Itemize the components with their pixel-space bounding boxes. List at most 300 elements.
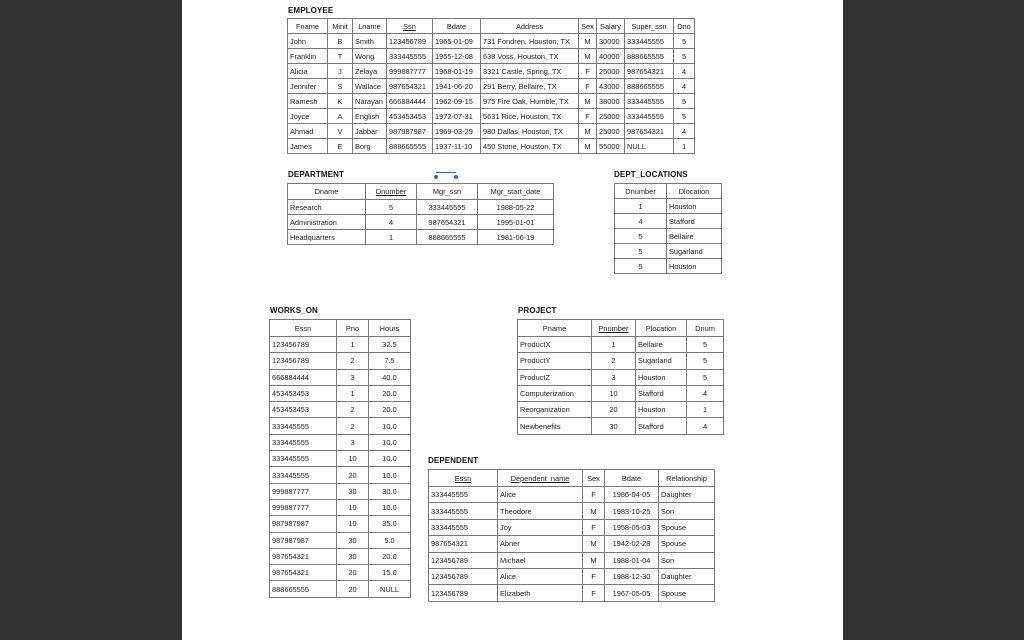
- table-cell: 1981-06-19: [478, 230, 554, 245]
- column-header: [498, 470, 583, 487]
- table-row: [429, 552, 715, 568]
- table-row: [429, 536, 715, 552]
- table-cell: 1: [687, 402, 724, 418]
- table-cell: 20.0: [369, 385, 411, 401]
- table-cell: 10: [337, 516, 369, 532]
- column-header-label: Relationship: [666, 473, 707, 483]
- table-cell: 3: [592, 369, 636, 385]
- column-header: [366, 184, 417, 200]
- table-cell: 43000: [597, 79, 625, 94]
- table-cell: 987654321: [625, 124, 674, 139]
- table-cell: 333445555: [417, 200, 478, 215]
- table-row: [270, 532, 411, 548]
- table-cell: 123456789: [270, 353, 337, 369]
- table-cell: Stafford: [636, 385, 687, 401]
- table-row: [270, 467, 411, 483]
- table-cell: 10.0: [369, 434, 411, 450]
- dependent-title: DEPENDENT: [428, 456, 479, 465]
- column-header-label: Lname: [358, 21, 381, 31]
- works-on-title: WORKS_ON: [270, 306, 318, 315]
- table-cell: 987987987: [270, 532, 337, 548]
- table-cell: Bellaire: [667, 229, 722, 244]
- table-cell: 30.0: [369, 483, 411, 499]
- table-cell: 333445555: [429, 503, 498, 519]
- table-cell: Stafford: [667, 214, 722, 229]
- table-cell: 3: [337, 369, 369, 385]
- header-row: [288, 19, 695, 34]
- column-header: [583, 470, 605, 487]
- table-cell: 30: [337, 483, 369, 499]
- table-cell: 32.5: [369, 337, 411, 353]
- table-cell: Elizabeth: [498, 585, 583, 601]
- table-cell: 333445555: [270, 451, 337, 467]
- table-cell: 5: [674, 34, 695, 49]
- table-row: [429, 568, 715, 584]
- table-cell: Research: [288, 200, 366, 215]
- table-cell: 3321 Castle, Spring, TX: [481, 64, 579, 79]
- table-cell: 123456789: [387, 34, 433, 49]
- table-row: [288, 230, 554, 245]
- table-cell: 975 Fire Oak, Humble, TX: [481, 94, 579, 109]
- table-cell: 10.0: [369, 467, 411, 483]
- column-header-label: Pname: [542, 323, 567, 333]
- table-cell: 987654321: [417, 215, 478, 230]
- dependent-table: [428, 469, 715, 602]
- table-row: [288, 215, 554, 230]
- table-cell: 1983-10-25: [605, 503, 659, 519]
- column-header: [659, 470, 715, 487]
- table-cell: M: [583, 552, 605, 568]
- column-header-label: Sex: [587, 473, 600, 483]
- table-cell: 731 Fondren, Houston, TX: [481, 34, 579, 49]
- table-cell: 453453453: [270, 402, 337, 418]
- table-cell: F: [583, 487, 605, 503]
- table-cell: 7.5: [369, 353, 411, 369]
- table-cell: 4: [674, 64, 695, 79]
- table-cell: 1: [337, 385, 369, 401]
- table-row: [518, 385, 724, 401]
- table-cell: 333445555: [625, 109, 674, 124]
- table-cell: 20: [592, 402, 636, 418]
- table-cell: 1988-12-30: [605, 568, 659, 584]
- column-header-label: Plocation: [645, 323, 677, 333]
- column-header-label: Dlocation: [678, 186, 710, 196]
- table-cell: Ahmad: [288, 124, 328, 139]
- column-header-label: Mgr_ssn: [432, 187, 462, 196]
- table-cell: ProductX: [518, 337, 592, 353]
- table-cell: 4: [687, 385, 724, 401]
- table-row: [270, 418, 411, 434]
- table-cell: 1958-05-03: [605, 519, 659, 535]
- table-cell: 5: [687, 369, 724, 385]
- table-cell: J: [328, 64, 353, 79]
- table-cell: Borg: [353, 139, 387, 154]
- table-cell: F: [583, 568, 605, 584]
- header-row: [518, 320, 724, 337]
- table-row: [270, 499, 411, 515]
- table-cell: 1: [615, 199, 667, 214]
- table-cell: 20.0: [369, 402, 411, 418]
- table-cell: M: [579, 139, 597, 154]
- table-cell: 2: [337, 418, 369, 434]
- table-cell: Abner: [498, 536, 583, 552]
- table-cell: Jennifer: [288, 79, 328, 94]
- table-cell: 10: [592, 385, 636, 401]
- table-cell: 4: [366, 215, 417, 230]
- table-cell: K: [328, 94, 353, 109]
- table-cell: 1969-03-29: [433, 124, 481, 139]
- dept-locations-title: DEPT_LOCATIONS: [614, 170, 688, 179]
- table-cell: Bellaire: [636, 337, 687, 353]
- table-cell: 123456789: [429, 568, 498, 584]
- table-cell: NULL: [369, 581, 411, 597]
- table-cell: 30: [592, 418, 636, 434]
- column-header: [597, 19, 625, 34]
- table-cell: English: [353, 109, 387, 124]
- table-cell: 40000: [597, 49, 625, 64]
- table-cell: Michael: [498, 552, 583, 568]
- column-header-label: Address: [515, 21, 544, 31]
- table-cell: 2: [337, 353, 369, 369]
- column-header-label: Ssn: [403, 21, 416, 31]
- column-header: [592, 320, 636, 337]
- table-cell: John: [288, 34, 328, 49]
- table-row: [429, 503, 715, 519]
- table-cell: 20.0: [369, 548, 411, 564]
- table-cell: 4: [615, 214, 667, 229]
- table-cell: 333445555: [270, 467, 337, 483]
- table-cell: 5: [366, 200, 417, 215]
- table-cell: Wong: [353, 49, 387, 64]
- table-cell: 333445555: [429, 487, 498, 503]
- column-header: [687, 320, 724, 337]
- column-header: [387, 19, 433, 34]
- table-cell: 888665555: [387, 139, 433, 154]
- table-cell: 1: [366, 230, 417, 245]
- employee-table: [287, 18, 695, 154]
- table-row: [270, 516, 411, 532]
- table-row: [288, 64, 695, 79]
- table-cell: Alice: [498, 568, 583, 584]
- table-cell: 5: [687, 353, 724, 369]
- table-cell: 1: [592, 337, 636, 353]
- table-cell: 999887777: [270, 483, 337, 499]
- table-cell: 38000: [597, 94, 625, 109]
- table-cell: 1965-01-09: [433, 34, 481, 49]
- header-row: [429, 470, 715, 487]
- table-row: [270, 353, 411, 369]
- table-cell: Franklin: [288, 49, 328, 64]
- table-cell: 5631 Rice, Houston, TX: [481, 109, 579, 124]
- table-cell: 333445555: [429, 519, 498, 535]
- table-cell: 2: [337, 402, 369, 418]
- table-cell: Houston: [667, 259, 722, 274]
- table-cell: Spouse: [659, 585, 715, 601]
- table-cell: 10.0: [369, 418, 411, 434]
- table-cell: 999887777: [387, 64, 433, 79]
- table-cell: 5: [674, 94, 695, 109]
- column-header: [636, 320, 687, 337]
- table-cell: 987654321: [387, 79, 433, 94]
- column-header: [270, 320, 337, 337]
- table-cell: 5: [687, 337, 724, 353]
- column-header-label: Dependent_name: [510, 473, 570, 483]
- table-cell: Headquarters: [288, 230, 366, 245]
- table-cell: E: [328, 139, 353, 154]
- table-cell: James: [288, 139, 328, 154]
- table-cell: 333445555: [625, 94, 674, 109]
- column-header: [481, 19, 579, 34]
- table-cell: 291 Berry, Bellaire, TX: [481, 79, 579, 94]
- table-cell: 453453453: [270, 385, 337, 401]
- table-row: [429, 487, 715, 503]
- table-cell: V: [328, 124, 353, 139]
- table-cell: Alicia: [288, 64, 328, 79]
- table-cell: 10: [337, 499, 369, 515]
- table-cell: 5: [615, 259, 667, 274]
- table-cell: Alice: [498, 487, 583, 503]
- table-cell: 450 Stone, Houston, TX: [481, 139, 579, 154]
- table-row: [270, 369, 411, 385]
- table-cell: 333445555: [387, 49, 433, 64]
- column-header-label: Dnumber: [375, 187, 407, 196]
- table-row: [518, 402, 724, 418]
- table-cell: 35.0: [369, 516, 411, 532]
- column-header: [605, 470, 659, 487]
- table-cell: 987654321: [429, 536, 498, 552]
- table-row: [288, 34, 695, 49]
- table-cell: 123456789: [429, 585, 498, 601]
- table-row: [288, 79, 695, 94]
- table-cell: 5: [674, 109, 695, 124]
- employee-title: EMPLOYEE: [288, 6, 334, 15]
- table-cell: 666884444: [387, 94, 433, 109]
- table-cell: 888665555: [625, 79, 674, 94]
- table-cell: Theodore: [498, 503, 583, 519]
- table-cell: 30000: [597, 34, 625, 49]
- document-page: [182, 0, 843, 640]
- table-cell: 1937-11-10: [433, 139, 481, 154]
- table-cell: F: [579, 109, 597, 124]
- table-cell: NULL: [625, 139, 674, 154]
- column-header: [518, 320, 592, 337]
- table-cell: 1962-09-15: [433, 94, 481, 109]
- selection-handle-right[interactable]: [454, 175, 458, 179]
- column-header: [328, 19, 353, 34]
- table-cell: 1955-12-08: [433, 49, 481, 64]
- column-header-label: Essn: [454, 473, 472, 483]
- table-cell: 55000: [597, 139, 625, 154]
- column-header: [667, 184, 722, 199]
- header-row: [270, 320, 411, 337]
- table-cell: 333445555: [625, 34, 674, 49]
- table-cell: Ramesh: [288, 94, 328, 109]
- table-cell: Daughter: [659, 568, 715, 584]
- table-cell: 5: [674, 49, 695, 64]
- table-cell: 1995-01-01: [478, 215, 554, 230]
- column-header: [288, 19, 328, 34]
- table-cell: 20: [337, 467, 369, 483]
- table-cell: 30: [337, 532, 369, 548]
- column-header: [478, 184, 554, 200]
- table-cell: 638 Voss, Houston, TX: [481, 49, 579, 64]
- table-cell: B: [328, 34, 353, 49]
- department-title: DEPARTMENT: [288, 170, 344, 179]
- table-cell: 1: [337, 337, 369, 353]
- column-header: [417, 184, 478, 200]
- table-row: [288, 139, 695, 154]
- table-cell: 333445555: [270, 418, 337, 434]
- column-header-label: Fname: [295, 21, 319, 31]
- project-title: PROJECT: [518, 306, 557, 315]
- table-cell: 20: [337, 565, 369, 581]
- column-header-label: Salary: [600, 21, 621, 31]
- column-header: [625, 19, 674, 34]
- table-cell: 987654321: [270, 565, 337, 581]
- table-cell: 1968-01-19: [433, 64, 481, 79]
- table-cell: 30: [337, 548, 369, 564]
- column-header: [579, 19, 597, 34]
- header-row: [615, 184, 722, 199]
- table-cell: 10: [337, 451, 369, 467]
- table-cell: Houston: [636, 402, 687, 418]
- table-cell: M: [579, 49, 597, 64]
- table-cell: T: [328, 49, 353, 64]
- column-header-label: Dnum: [695, 323, 715, 333]
- column-header-label: Pno: [345, 323, 360, 333]
- table-cell: Houston: [667, 199, 722, 214]
- table-row: [270, 565, 411, 581]
- table-cell: Administration: [288, 215, 366, 230]
- table-row: [518, 418, 724, 434]
- table-cell: 453453453: [387, 109, 433, 124]
- table-cell: 1942-02-28: [605, 536, 659, 552]
- column-header: [369, 320, 411, 337]
- table-cell: 15.0: [369, 565, 411, 581]
- table-cell: Narayan: [353, 94, 387, 109]
- table-cell: 40.0: [369, 369, 411, 385]
- column-header: [615, 184, 667, 199]
- column-header: [429, 470, 498, 487]
- table-cell: Joy: [498, 519, 583, 535]
- table-row: [270, 451, 411, 467]
- table-cell: 1988-01-04: [605, 552, 659, 568]
- column-header-label: Bdate: [446, 21, 467, 31]
- table-cell: S: [328, 79, 353, 94]
- table-cell: Reorganization: [518, 402, 592, 418]
- table-cell: 1967-05-05: [605, 585, 659, 601]
- table-cell: F: [579, 64, 597, 79]
- table-cell: ProductZ: [518, 369, 592, 385]
- table-cell: 987987987: [387, 124, 433, 139]
- column-header-label: Super_ssn: [631, 21, 667, 31]
- table-cell: Joyce: [288, 109, 328, 124]
- table-cell: 1988-05-22: [478, 200, 554, 215]
- table-row: [518, 353, 724, 369]
- table-row: [518, 369, 724, 385]
- table-cell: 1972-07-31: [433, 109, 481, 124]
- table-cell: 999887777: [270, 499, 337, 515]
- table-cell: 1: [674, 139, 695, 154]
- table-row: [615, 259, 722, 274]
- column-header-label: Dnumber: [625, 186, 656, 196]
- table-cell: 1941-06-20: [433, 79, 481, 94]
- table-cell: 333445555: [270, 434, 337, 450]
- table-cell: Wallace: [353, 79, 387, 94]
- project-table: [517, 319, 724, 435]
- table-cell: M: [579, 124, 597, 139]
- table-cell: 4: [674, 79, 695, 94]
- table-cell: 666884444: [270, 369, 337, 385]
- table-cell: 25000: [597, 124, 625, 139]
- table-row: [615, 199, 722, 214]
- table-row: [270, 402, 411, 418]
- table-cell: Stafford: [636, 418, 687, 434]
- table-row: [615, 244, 722, 259]
- selection-line: [436, 172, 456, 173]
- table-cell: 987987987: [270, 516, 337, 532]
- column-header: [353, 19, 387, 34]
- table-cell: Smith: [353, 34, 387, 49]
- table-cell: A: [328, 109, 353, 124]
- table-cell: 4: [687, 418, 724, 434]
- table-cell: 10.0: [369, 451, 411, 467]
- table-cell: 10.0: [369, 499, 411, 515]
- table-cell: 980 Dallas, Houston, TX: [481, 124, 579, 139]
- column-header-label: Hours: [379, 323, 400, 333]
- table-row: [270, 385, 411, 401]
- table-cell: ProductY: [518, 353, 592, 369]
- column-header-label: Pnumber: [598, 323, 629, 333]
- table-cell: 5: [615, 229, 667, 244]
- department-table: [287, 183, 554, 245]
- table-cell: Computerization: [518, 385, 592, 401]
- table-row: [615, 229, 722, 244]
- table-cell: F: [583, 519, 605, 535]
- table-cell: Son: [659, 503, 715, 519]
- table-row: [288, 124, 695, 139]
- table-row: [288, 49, 695, 64]
- column-header: [288, 184, 366, 200]
- table-cell: 123456789: [270, 337, 337, 353]
- table-cell: 888665555: [270, 581, 337, 597]
- table-row: [518, 337, 724, 353]
- table-cell: M: [579, 34, 597, 49]
- table-row: [429, 519, 715, 535]
- table-cell: 25000: [597, 64, 625, 79]
- selection-handle-left[interactable]: [434, 175, 438, 179]
- table-cell: Houston: [636, 369, 687, 385]
- table-cell: Spouse: [659, 536, 715, 552]
- table-cell: Spouse: [659, 519, 715, 535]
- table-cell: Sugarland: [667, 244, 722, 259]
- column-header: [433, 19, 481, 34]
- table-row: [429, 585, 715, 601]
- column-header-label: Dname: [314, 187, 339, 196]
- table-cell: 888665555: [625, 49, 674, 64]
- table-row: [270, 434, 411, 450]
- column-header: [337, 320, 369, 337]
- column-header-label: Essn: [294, 323, 312, 333]
- table-row: [288, 109, 695, 124]
- table-cell: Newbenefits: [518, 418, 592, 434]
- table-cell: 987654321: [625, 64, 674, 79]
- table-row: [288, 94, 695, 109]
- column-header: [674, 19, 695, 34]
- column-header-label: Dno: [677, 21, 691, 31]
- table-cell: 123456789: [429, 552, 498, 568]
- table-cell: Sugarland: [636, 353, 687, 369]
